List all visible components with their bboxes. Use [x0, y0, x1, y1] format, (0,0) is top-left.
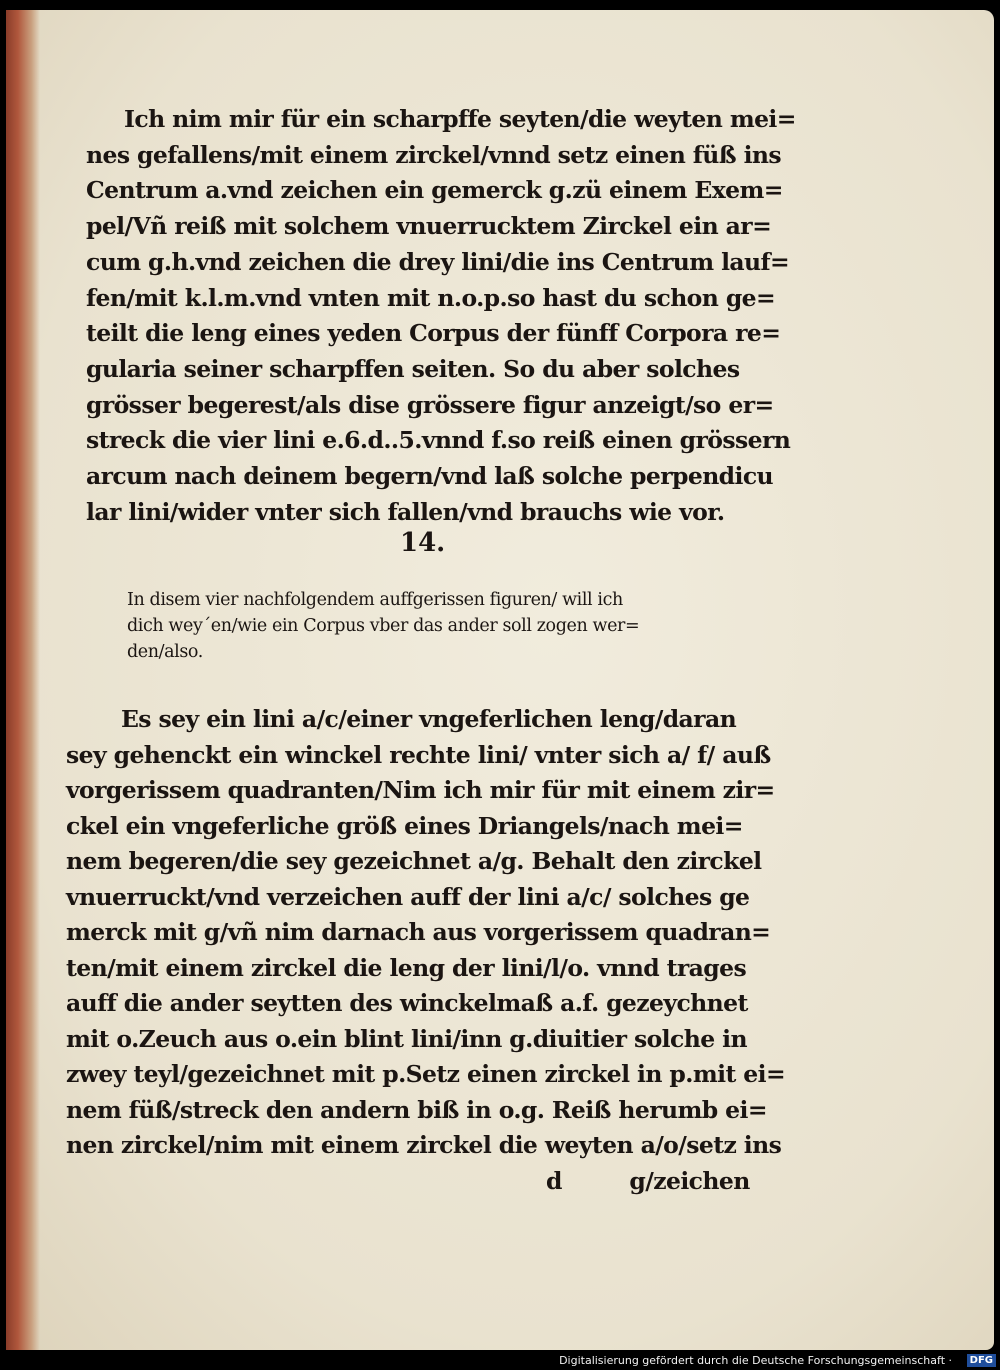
text-line: mit o.Zeuch aus o.ein blint lini/inn g.diuitier solche in — [66, 1024, 747, 1053]
catchword: d g/zeichen — [546, 1166, 750, 1195]
paragraph-1 — [86, 102, 796, 530]
text-line: cum g.h.vnd zeichen die drey lini/die ins Centrum lauf= — [86, 247, 790, 276]
text-line: vorgerissem quadranten/Nim ich mir für mit einem zir= — [66, 776, 775, 804]
text-line: auff die ander seytten des winckelmaß a.f. gezeychnet — [66, 989, 748, 1017]
text-line: ten/mit einem zirckel die leng der lini/l/o. vnnd trages — [66, 953, 747, 982]
text-line: nen zirckel/nim mit einem zirckel die weyten a/o/setz ins — [66, 1131, 782, 1159]
text-line: streck die vier lini e.6.d..5.vnnd f.so reiß einen grössern — [86, 426, 791, 455]
figure-caption — [127, 587, 639, 665]
text-line: fen/mit k.l.m.vnd vnten mit n.o.p.so hast du schon ge= — [86, 283, 776, 312]
text-line: sey gehenckt ein winckel rechte lini/ vnter sich a/ f/ auß — [66, 740, 771, 769]
book-page — [6, 10, 994, 1350]
text-line: gularia seiner scharpffen seiten. So du aber solches — [86, 354, 740, 383]
caption-line: den/also. — [127, 642, 203, 662]
text-line: merck mit g/vñ nim darnach aus vorgerissem quadran= — [66, 918, 771, 946]
text-line: nem füß/streck den andern biß in o.g. Reiß herumb ei= — [66, 1095, 767, 1124]
text-line: Es sey ein lini a/c/einer vngeferlichen leng/daran — [121, 705, 737, 733]
text-line: vnuerruckt/vnd verzeichen auff der lini a/c/ solches ge — [66, 882, 750, 911]
paragraph-2 — [66, 702, 785, 1199]
text-line: ckel ein vngeferliche größ eines Driangels/nach mei= — [66, 811, 743, 840]
text-line: Centrum a.vnd zeichen ein gemerck g.zü einem Exem= — [86, 176, 783, 205]
dfg-logo: DFG — [967, 1354, 996, 1367]
text-line: pel/Vñ reiß mit solchem vnuerrucktem Zirckel ein ar= — [86, 212, 772, 241]
text-line: Ich nim mir für ein scharpffe seyten/die weyten mei= — [124, 105, 796, 133]
section-number: 14. — [400, 528, 446, 558]
text-line: zwey teyl/gezeichnet mit p.Setz einen zirckel in p.mit ei= — [66, 1060, 786, 1088]
text-line: grösser begerest/als dise grössere figur anzeigt/so er= — [86, 390, 774, 419]
caption-line: dich wey´en/wie ein Corpus vber das ander soll zogen wer= — [127, 616, 640, 636]
caption-line: In disem vier nachfolgendem auffgerissen figuren/ will ich — [127, 590, 623, 610]
funding-notice: Digitalisierung gefördert durch die Deutsche Forschungsgemeinschaft · — [559, 1354, 952, 1367]
text-line: lar lini/wider vnter sich fallen/vnd brauchs wie vor. — [86, 497, 725, 526]
footer-bar — [0, 1350, 1000, 1370]
page-gutter-edge — [6, 10, 40, 1350]
text-line: nes gefallens/mit einem zirckel/vnnd setz einen füß ins — [86, 140, 782, 169]
text-line: nem begeren/die sey gezeichnet a/g. Behalt den zirckel — [66, 847, 762, 875]
text-line: arcum nach deinem begern/vnd laß solche perpendicu — [86, 462, 774, 491]
text-line: teilt die leng eines yeden Corpus der fünff Corpora re= — [86, 319, 781, 348]
